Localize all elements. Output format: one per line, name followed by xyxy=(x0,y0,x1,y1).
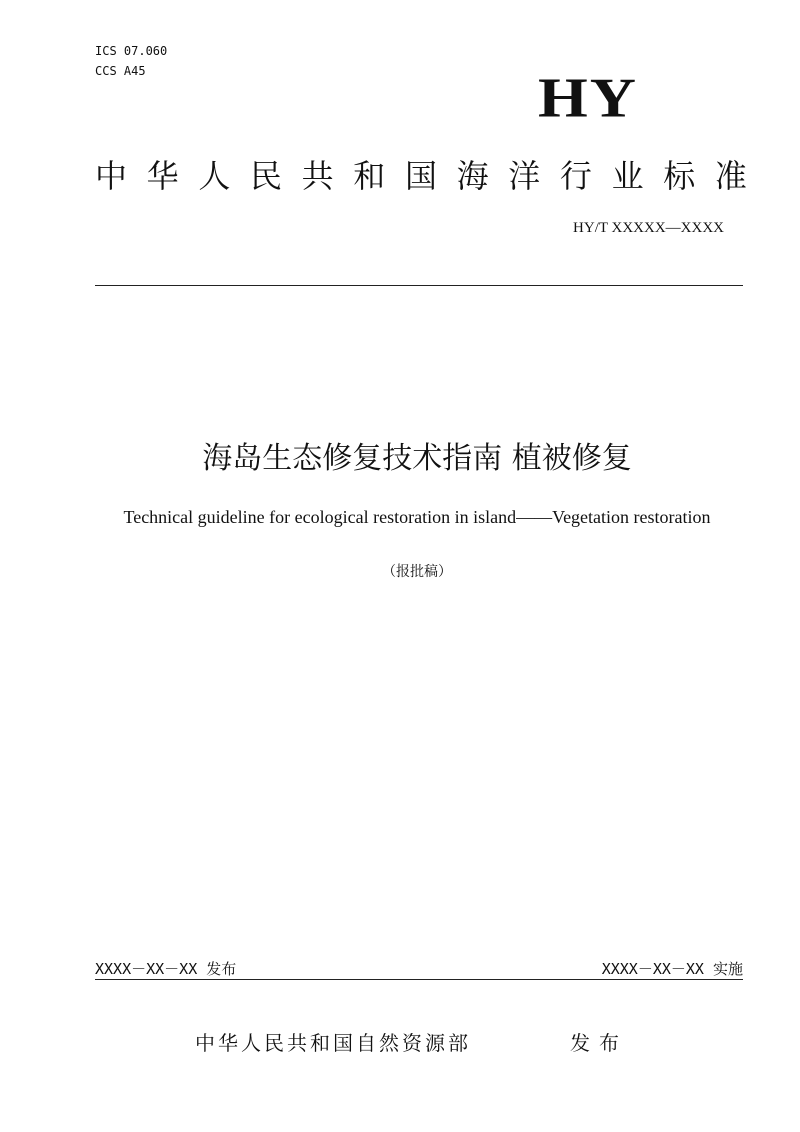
title-char: 准 xyxy=(714,157,747,195)
title-char: 华 xyxy=(146,157,179,195)
ics-code: ICS 07.060 xyxy=(95,44,168,58)
standard-category-title xyxy=(95,154,747,198)
header-divider xyxy=(95,285,743,286)
issue-label: 发布 xyxy=(570,1031,628,1055)
draft-status: （报批稿） xyxy=(382,564,452,580)
title-char: 中 xyxy=(95,157,128,195)
title-char: 民 xyxy=(249,157,282,195)
ccs-code: CCS A45 xyxy=(95,64,146,78)
title-char: 行 xyxy=(559,157,592,195)
document-title-chinese: 海岛生态修复技术指南 植被修复 xyxy=(202,441,632,476)
title-char: 共 xyxy=(301,157,334,195)
standard-number: HY/T XXXXX—XXXX xyxy=(573,220,724,236)
title-char: 业 xyxy=(611,157,644,195)
implementation-date: XXXX－XX－XX 实施 xyxy=(601,960,743,978)
document-title-english: Technical guideline for ecological restoration in island——Vegetation restoration xyxy=(123,507,711,527)
issuing-authority: 中华人民共和国自然资源部 xyxy=(195,1031,471,1055)
issue-date: XXXX－XX－XX 发布 xyxy=(95,960,237,978)
title-char: 海 xyxy=(456,157,489,195)
title-char: 和 xyxy=(353,157,386,195)
title-char: 国 xyxy=(404,157,437,195)
title-char: 标 xyxy=(663,157,696,195)
hy-logo: HY xyxy=(538,66,638,129)
footer-divider xyxy=(95,979,743,980)
title-char: 洋 xyxy=(508,157,541,195)
title-char: 人 xyxy=(198,157,231,195)
